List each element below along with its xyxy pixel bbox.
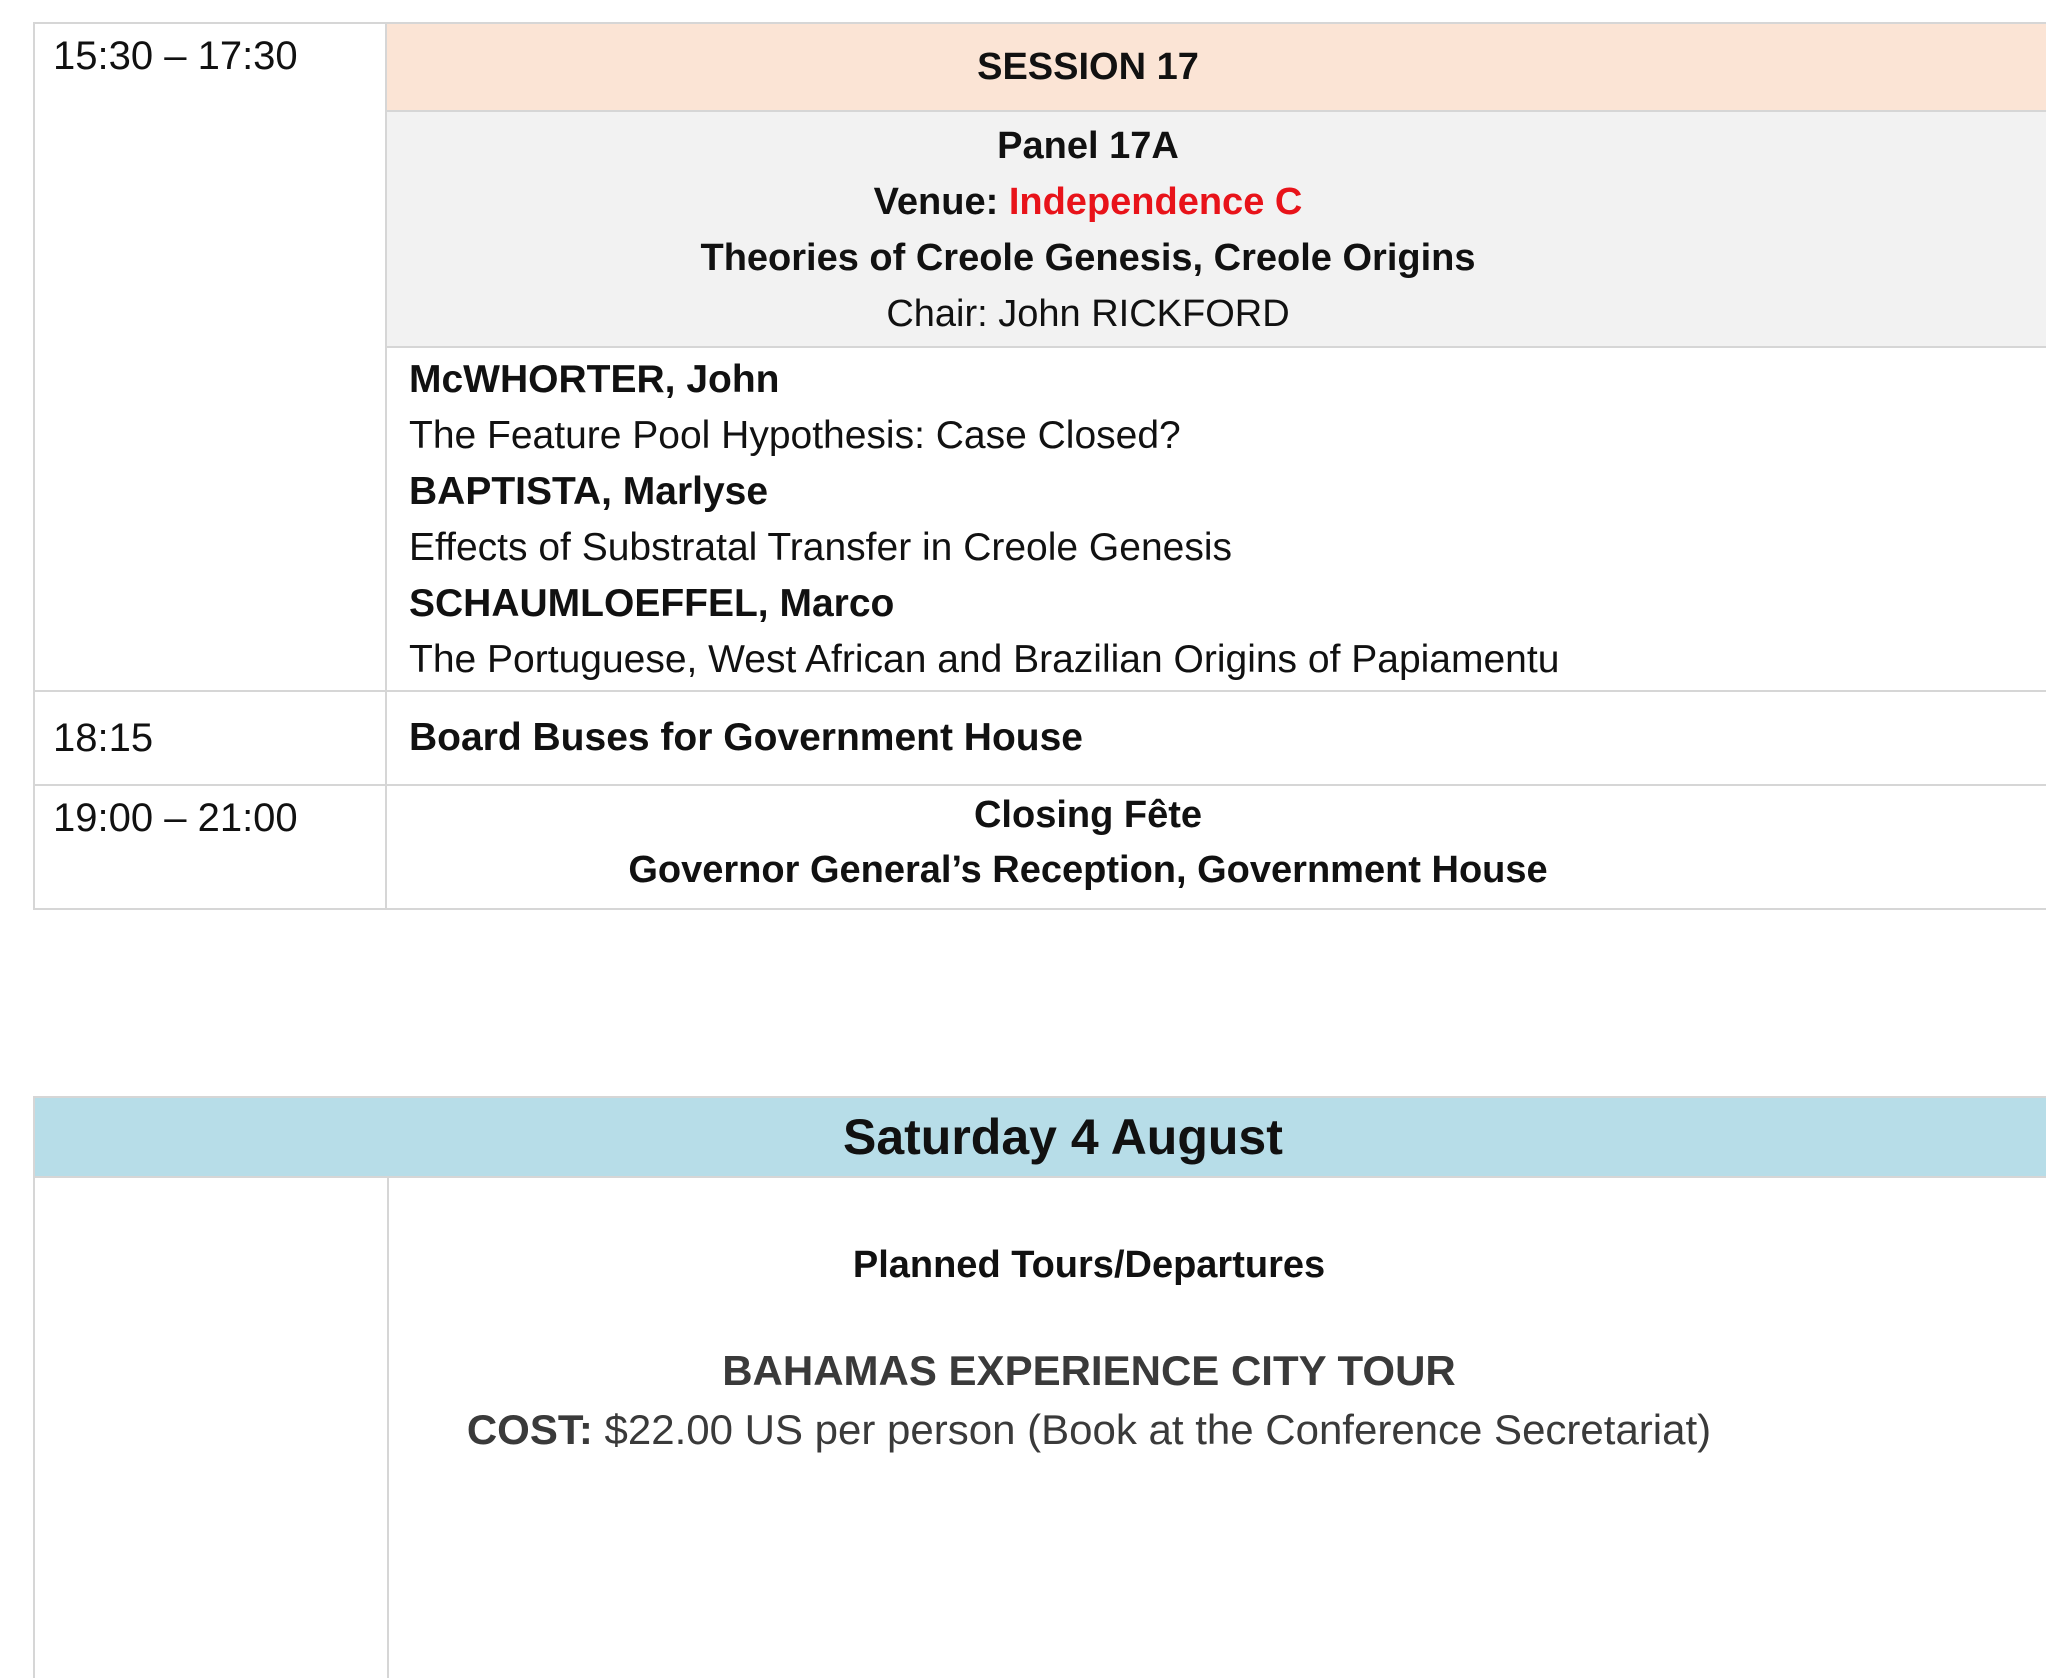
panel-topic: Theories of Creole Genesis, Creole Origins [700, 237, 1476, 279]
schedule-table-saturday [33, 1096, 2046, 1678]
saturday-content [389, 1178, 2046, 1678]
talk-author: SCHAUMLOEFFEL, Marco [409, 582, 895, 625]
session-title: SESSION 17 [977, 46, 1199, 88]
tours-title: Planned Tours/Departures [852, 1244, 1326, 1286]
session-17-row [35, 24, 2046, 692]
cost-label: COST: [466, 1406, 593, 1453]
talk-title: The Portuguese, West African and Brazilian Origins of Papiamentu [409, 638, 1560, 681]
day-header [35, 1096, 2046, 1178]
panel-venue [244, 174, 1932, 230]
saturday-row [35, 1178, 2046, 1678]
tour-name: BAHAMAS EXPERIENCE CITY TOUR [722, 1347, 1456, 1394]
day-title: Saturday 4 August [843, 1109, 1283, 1165]
talk-author: McWHORTER, John [409, 358, 780, 401]
session-17-content [387, 24, 2046, 690]
panel-name: Panel 17A [997, 125, 1179, 167]
buses-row [35, 692, 2046, 786]
talks-list [387, 348, 2046, 690]
tour-cost [246, 1400, 1932, 1460]
closing-row [35, 786, 2046, 910]
venue-label: Venue: [873, 181, 1009, 223]
closing-content [387, 786, 2046, 908]
session-17-time: 15:30 – 17:30 [35, 24, 387, 690]
cost-text: $22.00 US per person (Book at the Conference Secretariat) [592, 1406, 1712, 1453]
talk-title: The Feature Pool Hypothesis: Case Closed? [409, 414, 1181, 457]
panel-chair: Chair: John RICKFORD [886, 293, 1290, 335]
venue-name: Independence C [1008, 181, 1303, 223]
session-17-header [387, 24, 2046, 112]
closing-title: Closing Fête [973, 794, 1203, 836]
panel-17a-info [387, 112, 2046, 348]
buses-text: Board Buses for Government House [409, 716, 1083, 759]
buses-time: 18:15 [35, 692, 387, 784]
closing-reception: Governor General’s Reception, Government House [628, 849, 1548, 891]
closing-time: 19:00 – 21:00 [35, 786, 387, 908]
schedule-table-friday [33, 22, 2046, 910]
talk-author: BAPTISTA, Marlyse [409, 470, 769, 513]
talk-title: Effects of Substratal Transfer in Creole Genesis [409, 526, 1232, 569]
